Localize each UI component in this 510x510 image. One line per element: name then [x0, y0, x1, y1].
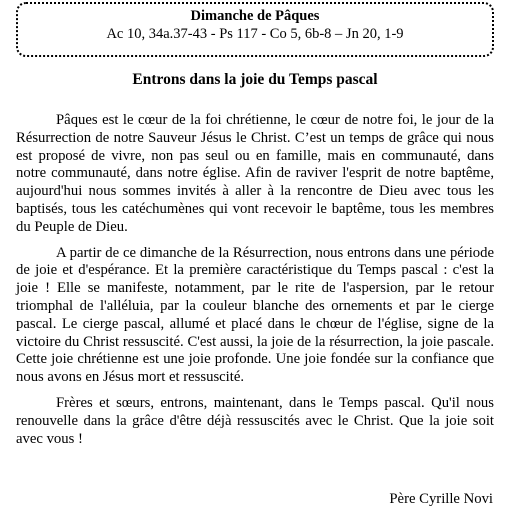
article-title: Entrons dans la joie du Temps pascal — [132, 71, 378, 88]
article-body — [16, 112, 494, 456]
author-signature: Père Cyrille Novi — [389, 491, 493, 507]
paragraph-3: Frères et sœurs, entrons, maintenant, dans le Temps pascal. Qu'il nous renouvelle dans la grâce d'être déjà ressuscités avec le Christ. Que la joie soit avec vous ! — [16, 394, 494, 447]
scripture-references: Ac 10, 34a.37-43 - Ps 117 - Co 5, 6b-8 – Jn 20, 1-9 — [106, 26, 404, 42]
liturgy-day-title: Dimanche de Pâques — [190, 8, 320, 24]
header-box — [16, 2, 494, 57]
paragraph-2: A partir de ce dimanche de la Résurrection, nous entrons dans une période de joie et d'espérance. Et la première caractéristique du Temps pascal : c'est la joie ! Elle se manifeste, notamment, par le rite de l'aspersion, par le retour triomphal de l'alléluia, par la couleur blanche des ornements et par le cierge pascal. Le cierge pascal, allumé et placé dans le chœur de l'église, signe de la victoire du Christ ressuscité. C'est aussi, la joie de la résurrection, la joie pascale. Cette joie chrétienne est une joie profonde. Une joie fondée sur la confiance que nous avons en Jésus mort et ressuscité. — [16, 244, 494, 386]
paragraph-1: Pâques est le cœur de la foi chrétienne, le cœur de notre foi, le jour de la Résurrection de notre Sauveur Jésus le Christ. C’est un temps de grâce qui nous est proposé de vivre, non pas seul ou en famille, mais en communauté, dans notre communauté, dans notre église. Afin de raviver l'esprit de notre baptême, aujourd'hui nous sommes invités à aller à la rencontre de Dieu avec tous les baptisés, tous les catéchumènes qui vont recevoir le baptême, tous les membres du Peuple de Dieu. — [16, 112, 494, 235]
